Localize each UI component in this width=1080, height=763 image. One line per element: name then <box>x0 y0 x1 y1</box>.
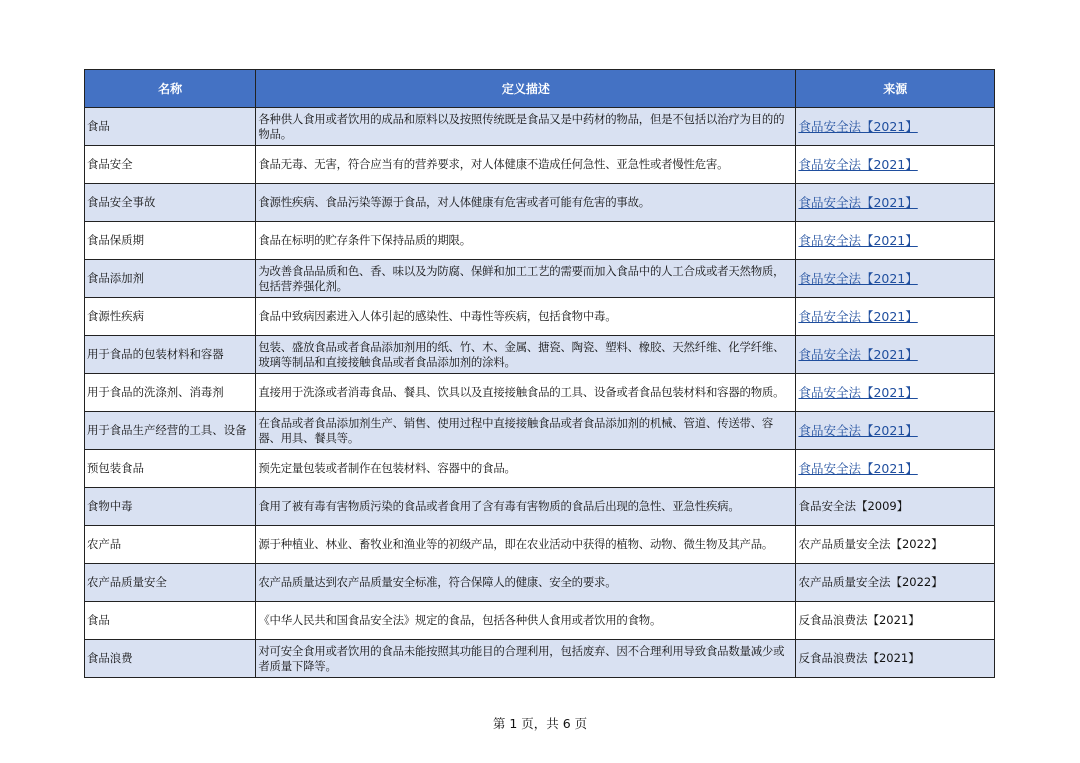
cell-definition: 直接用于洗涤或者消毒食品、餐具、饮具以及直接接触食品的工具、设备或者食品包装材料和容器的物质。 <box>256 374 796 412</box>
cell-name: 食品保质期 <box>85 222 256 260</box>
cell-source <box>796 602 995 640</box>
table-header-row <box>85 70 995 108</box>
table-row <box>85 412 995 450</box>
source-link[interactable]: 食品安全法【2021】 <box>798 346 918 362</box>
cell-name: 预包装食品 <box>85 450 256 488</box>
cell-source <box>796 640 995 678</box>
cell-name: 食物中毒 <box>85 488 256 526</box>
header-source: 来源 <box>796 70 995 108</box>
table-row <box>85 450 995 488</box>
source-text: 反食品浪费法【2021】 <box>798 613 920 627</box>
table-row <box>85 184 995 222</box>
cell-definition: 对可安全食用或者饮用的食品未能按照其功能目的合理利用，包括废弃、因不合理利用导致食品数量减少或者质量下降等。 <box>256 640 796 678</box>
cell-source <box>796 298 995 336</box>
cell-source <box>796 108 995 146</box>
cell-source <box>796 374 995 412</box>
cell-definition: 预先定量包装或者制作在包装材料、容器中的食品。 <box>256 450 796 488</box>
cell-name: 农产品质量安全 <box>85 564 256 602</box>
source-text: 食品安全法【2009】 <box>798 499 909 513</box>
cell-definition: 食源性疾病、食品污染等源于食品，对人体健康有危害或者可能有危害的事故。 <box>256 184 796 222</box>
cell-source <box>796 526 995 564</box>
cell-source <box>796 564 995 602</box>
source-link[interactable]: 食品安全法【2021】 <box>798 270 918 286</box>
source-link[interactable]: 食品安全法【2021】 <box>798 156 918 172</box>
cell-source <box>796 146 995 184</box>
cell-name: 食品安全 <box>85 146 256 184</box>
header-name: 名称 <box>85 70 256 108</box>
cell-source <box>796 450 995 488</box>
cell-definition: 《中华人民共和国食品安全法》规定的食品，包括各种供人食用或者饮用的食物。 <box>256 602 796 640</box>
cell-name: 食品添加剂 <box>85 260 256 298</box>
cell-name: 用于食品的包装材料和容器 <box>85 336 256 374</box>
table-row <box>85 526 995 564</box>
cell-definition: 食品中致病因素进入人体引起的感染性、中毒性等疾病，包括食物中毒。 <box>256 298 796 336</box>
table-row <box>85 108 995 146</box>
table-row <box>85 222 995 260</box>
cell-name: 食品安全事故 <box>85 184 256 222</box>
cell-name: 食品 <box>85 602 256 640</box>
cell-name: 用于食品的洗涤剂、消毒剂 <box>85 374 256 412</box>
table-row <box>85 260 995 298</box>
table-row <box>85 298 995 336</box>
cell-source <box>796 260 995 298</box>
cell-name: 食品浪费 <box>85 640 256 678</box>
source-link[interactable]: 食品安全法【2021】 <box>798 308 918 324</box>
cell-definition: 为改善食品品质和色、香、味以及为防腐、保鲜和加工工艺的需要而加入食品中的人工合成或者天然物质，包括营养强化剂。 <box>256 260 796 298</box>
page-number: 第 1 页，共 6 页 <box>492 716 588 731</box>
table-row <box>85 564 995 602</box>
cell-definition: 源于种植业、林业、畜牧业和渔业等的初级产品，即在农业活动中获得的植物、动物、微生物及其产品。 <box>256 526 796 564</box>
source-link[interactable]: 食品安全法【2021】 <box>798 460 918 476</box>
table-body <box>85 108 995 678</box>
source-text: 反食品浪费法【2021】 <box>798 651 920 665</box>
cell-definition: 农产品质量达到农产品质量安全标准，符合保障人的健康、安全的要求。 <box>256 564 796 602</box>
cell-definition: 在食品或者食品添加剂生产、销售、使用过程中直接接触食品或者食品添加剂的机械、管道、传送带、容器、用具、餐具等。 <box>256 412 796 450</box>
cell-definition: 食品无毒、无害，符合应当有的营养要求，对人体健康不造成任何急性、亚急性或者慢性危害。 <box>256 146 796 184</box>
cell-name: 农产品 <box>85 526 256 564</box>
cell-source <box>796 336 995 374</box>
definitions-table <box>84 69 995 678</box>
cell-name: 用于食品生产经营的工具、设备 <box>85 412 256 450</box>
cell-source <box>796 412 995 450</box>
cell-name: 食品 <box>85 108 256 146</box>
cell-source <box>796 488 995 526</box>
source-link[interactable]: 食品安全法【2021】 <box>798 118 918 134</box>
cell-name: 食源性疾病 <box>85 298 256 336</box>
source-link[interactable]: 食品安全法【2021】 <box>798 384 918 400</box>
source-text: 农产品质量安全法【2022】 <box>798 537 943 551</box>
cell-definition: 各种供人食用或者饮用的成品和原料以及按照传统既是食品又是中药材的物品，但是不包括以治疗为目的的物品。 <box>256 108 796 146</box>
source-link[interactable]: 食品安全法【2021】 <box>798 422 918 438</box>
table-row <box>85 374 995 412</box>
cell-source <box>796 184 995 222</box>
source-link[interactable]: 食品安全法【2021】 <box>798 194 918 210</box>
cell-source <box>796 222 995 260</box>
table-row <box>85 146 995 184</box>
cell-definition: 食品在标明的贮存条件下保持品质的期限。 <box>256 222 796 260</box>
cell-definition: 包装、盛放食品或者食品添加剂用的纸、竹、木、金属、搪瓷、陶瓷、塑料、橡胶、天然纤维、化学纤维、玻璃等制品和直接接触食品或者食品添加剂的涂料。 <box>256 336 796 374</box>
table-row <box>85 640 995 678</box>
source-link[interactable]: 食品安全法【2021】 <box>798 232 918 248</box>
table-row <box>85 602 995 640</box>
header-definition: 定义描述 <box>256 70 796 108</box>
table-row <box>85 336 995 374</box>
table-row <box>85 488 995 526</box>
cell-definition: 食用了被有毒有害物质污染的食品或者食用了含有毒有害物质的食品后出现的急性、亚急性疾病。 <box>256 488 796 526</box>
source-text: 农产品质量安全法【2022】 <box>798 575 943 589</box>
